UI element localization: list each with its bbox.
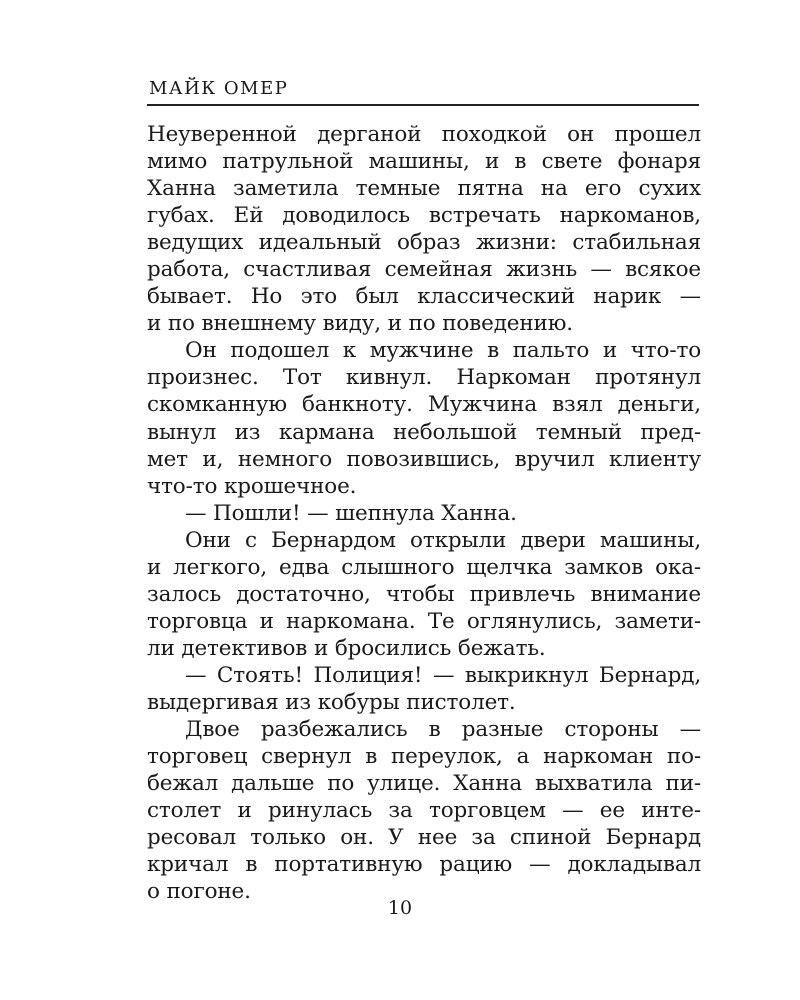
paragraph: [147, 337, 701, 499]
paragraph: [147, 662, 701, 716]
text-line: скомканную банкноту. Мужчина взял деньги,: [147, 392, 701, 418]
text-line: Ханна заметила темные пятна на его сухих: [147, 176, 701, 202]
text-line: ли детективов и бросились бежать.: [147, 635, 546, 661]
text-line: работа, счастливая семейная жизнь — всякое: [147, 257, 701, 283]
author-name: МАЙК ОМЕР: [149, 78, 289, 99]
text-line: губах. Ей доводилось встречать наркоманов,: [147, 203, 701, 229]
paragraph: [147, 716, 701, 905]
text-line: о погоне.: [147, 879, 251, 905]
text-line: Неуверенной дерганой походкой он прошел: [147, 122, 701, 147]
text-line: залось достаточно, чтобы привлечь внимание: [147, 581, 701, 607]
paragraph: [147, 500, 701, 527]
text-line: ведущих идеальный образ жизни: стабильная: [147, 230, 701, 256]
text-line: бывает. Но это был классический нарик —: [147, 284, 701, 310]
text-line: выдергивая из кобуры пистолет.: [147, 689, 516, 715]
text-line: что-то крошечное.: [147, 473, 357, 499]
text-line: кричал в портативную рацию — докладывал: [147, 852, 701, 878]
text-line: — Стоять! Полиция! — выкрикнул Бернард,: [185, 662, 701, 688]
text-line: Двое разбежались в разные стороны —: [185, 717, 701, 743]
text-line: мет и, немного повозившись, вручил клиенту: [147, 446, 701, 472]
paragraph: [147, 527, 701, 662]
body-text: [147, 121, 701, 905]
text-line: торговца и наркомана. Те оглянулись, замети-: [147, 608, 701, 634]
text-line: и легкого, едва слышного щелчка замков ока-: [147, 554, 701, 580]
text-line: ресовал только он. У нее за спиной Бернард: [147, 825, 701, 851]
text-line: Он подошел к мужчине в пальто и что-то: [185, 338, 701, 364]
running-header: [147, 76, 699, 106]
text-line: — Пошли! — шепнула Ханна.: [185, 500, 517, 526]
text-line: произнес. Тот кивнул. Наркоман протянул: [147, 365, 701, 391]
text-line: мимо патрульной машины, и в свете фонаря: [147, 149, 701, 175]
text-line: бежал дальше по улице. Ханна выхватила пи-: [147, 771, 701, 797]
page-number: 10: [387, 897, 413, 919]
text-line: Они с Бернардом открыли двери машины,: [185, 527, 701, 553]
text-line: вынул из кармана небольшой темный пред-: [147, 419, 701, 445]
text-line: и по внешнему виду, и по поведению.: [147, 311, 573, 337]
paragraph: [147, 121, 701, 337]
text-line: торговец свернул в переулок, а наркоман по-: [147, 744, 701, 770]
text-line: столет и ринулась за торговцем — ее инте-: [147, 798, 701, 824]
